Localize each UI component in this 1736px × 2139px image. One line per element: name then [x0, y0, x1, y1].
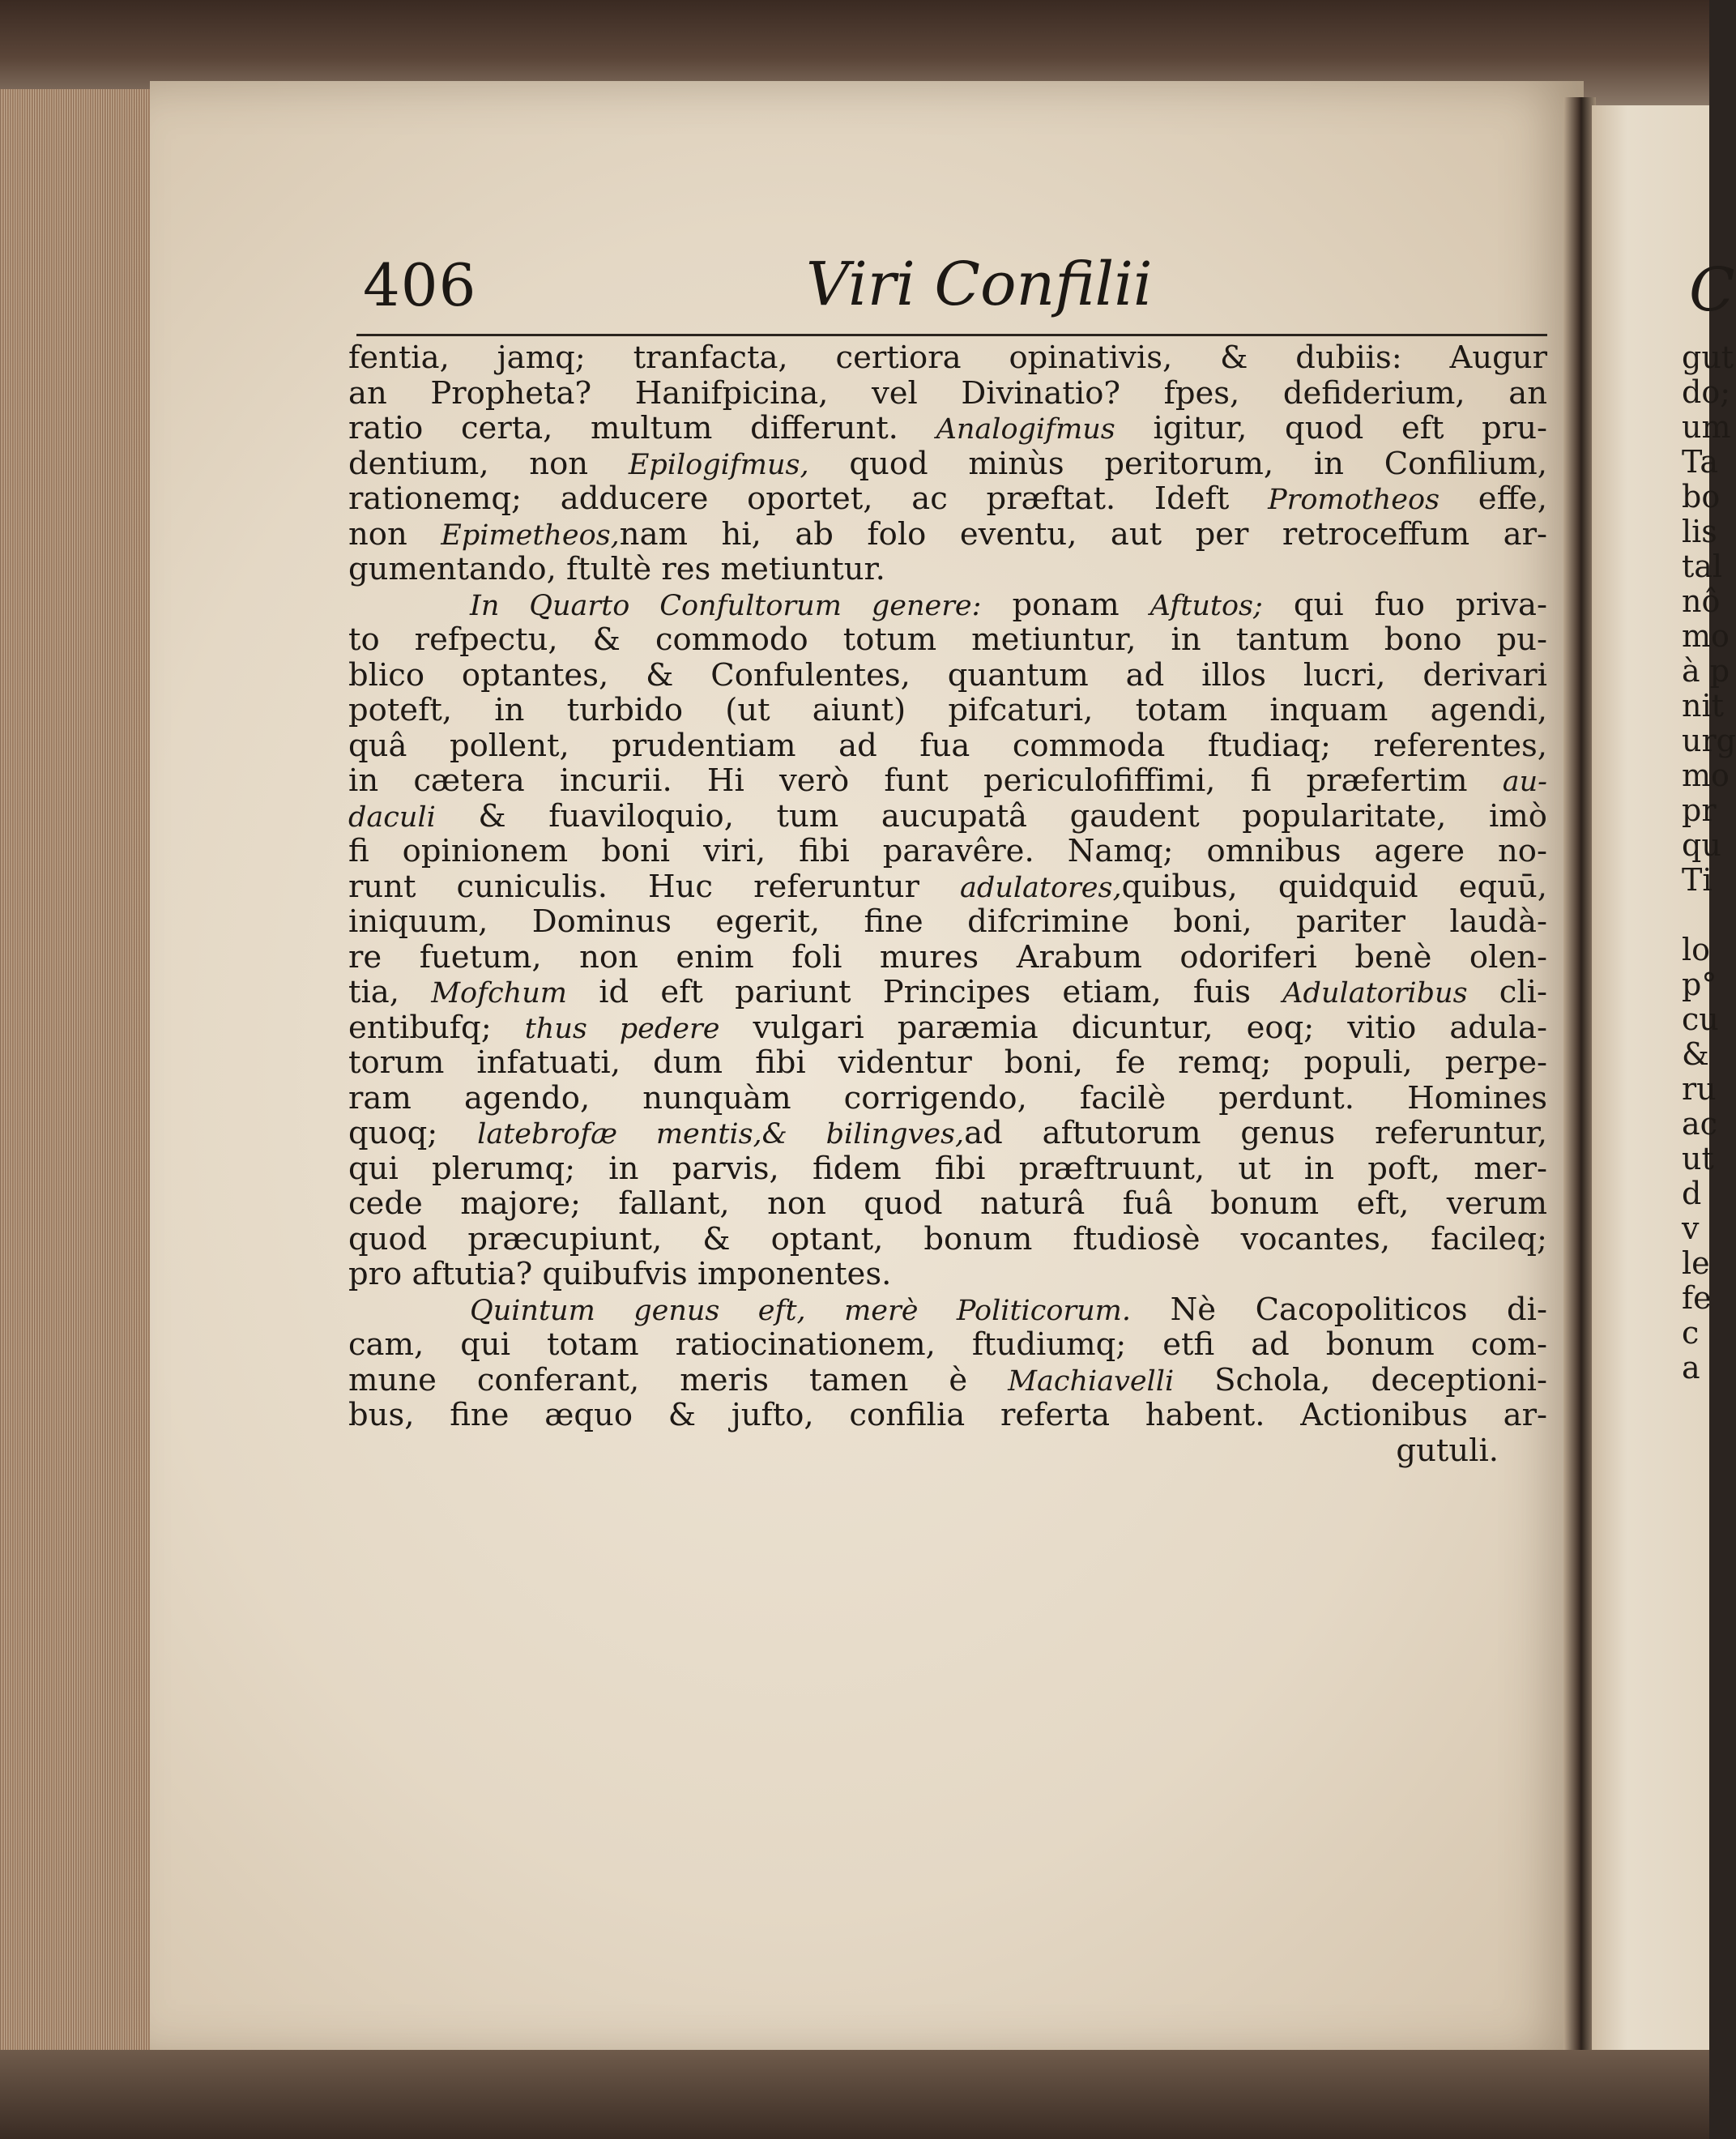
right-page-line-fragment: mo [1682, 618, 1730, 654]
text-line: non Epimetheos,nam hi, ab folo eventu, aut per retroceffum ar- [348, 515, 1547, 553]
page-number: 406 [363, 251, 477, 319]
right-page-line-fragment: urg [1682, 723, 1736, 758]
right-page-line-fragment: à p [1682, 653, 1730, 689]
right-page-line-fragment: nô [1682, 583, 1721, 619]
right-page-line-fragment: ru [1682, 1071, 1717, 1107]
right-page-line-fragment: do; [1682, 374, 1731, 410]
text-line: entibufq; thus pedere vulgari paræmia dicuntur, eoq; vitio adula- [348, 1009, 1547, 1046]
header-rule [356, 334, 1547, 336]
text-line: In Quarto Confultorum genere: ponam Aftutos; qui fuo priva- [470, 586, 1547, 623]
text-line: runt cuniculis. Huc referuntur adulatores,quibus, quidquid equū, [348, 868, 1547, 905]
text-line: dentium, non Epilogifmus, quod minùs peritorum, in Confilium, [348, 445, 1547, 482]
right-page-line-fragment: ac [1682, 1106, 1717, 1142]
right-page-line-fragment: le [1682, 1245, 1710, 1281]
text-line: fentia, jamq; tranfacta, certiora opinativis, & dubiis: Augur [348, 339, 1547, 376]
right-page-line-fragment: v [1682, 1210, 1700, 1246]
bottom-shadow [0, 2050, 1709, 2139]
text-line: qui plerumq; in parvis, fidem fibi præftruunt, ut in poft, mer- [348, 1150, 1547, 1187]
right-page-line-fragment: lo [1682, 932, 1711, 967]
right-page-line-fragment: qu [1682, 827, 1721, 863]
text-line: gumentando, ftultè res metiuntur. [348, 551, 885, 587]
right-page-heading-fragment: C [1689, 255, 1735, 325]
right-page-line-fragment [1682, 898, 1736, 933]
right-page-line-fragment: bo [1682, 479, 1721, 514]
body-text [348, 340, 1547, 1468]
text-line: pro aftutia? quibufvis imponentes. [348, 1256, 892, 1292]
running-head: Viri Confilii [806, 250, 1153, 319]
right-page-line-fragment: um [1682, 409, 1731, 445]
catchword: gutuli. [1396, 1432, 1499, 1469]
text-line: mune conferant, meris tamen è Machiavelli Schola, deceptioni- [348, 1361, 1547, 1398]
right-page-line-fragment: nit [1682, 688, 1724, 724]
text-line: rationemq; adducere oportet, ac præftat. Ideft Promotheos effe, [348, 480, 1547, 517]
right-page-line-fragment: gut [1682, 339, 1734, 375]
right-page-line-fragment: lis [1682, 514, 1717, 549]
right-page-line-fragment: d [1682, 1176, 1702, 1211]
right-page-line-fragment: & [1682, 1036, 1709, 1072]
right-page-line-fragments [1682, 340, 1736, 1385]
text-line: to refpectu, & commodo totum metiuntur, in tantum bono pu- [348, 621, 1547, 658]
right-page-line-fragment: ut [1682, 1141, 1714, 1176]
right-page-line-fragment: cu [1682, 1001, 1719, 1037]
right-page-line-fragment: Ti [1682, 862, 1713, 898]
text-line: torum infatuati, dum fibi videntur boni, fe remq; populi, perpe- [348, 1044, 1547, 1081]
text-line: poteft, in turbido (ut aiunt) pifcaturi, totam inquam agendi, [348, 692, 1547, 728]
text-line: cam, qui totam ratiocinationem, ftudiumq; etfi ad bonum com- [348, 1326, 1547, 1363]
text-line: blico optantes, & Confulentes, quantum ad illos lucri, derivari [348, 656, 1547, 694]
text-line: Quintum genus eft, merè Politicorum. Nè Cacopoliticos di- [470, 1291, 1547, 1328]
text-line: ratio certa, multum differunt. Analogifmus igitur, quod eft pru- [348, 410, 1548, 446]
right-page-line-fragment: mo [1682, 758, 1730, 793]
text-line: an Propheta? Hanifpicina, vel Divinatio? fpes, defiderium, an [348, 374, 1547, 412]
book-gutter [1563, 97, 1596, 2058]
right-page-line-fragment: a [1682, 1350, 1700, 1385]
text-line: ram agendo, nunquàm corrigendo, facilè perdunt. Homines [348, 1079, 1547, 1116]
text-line: fi opinionem boni viri, fibi paravêre. Namq; omnibus agere no- [348, 833, 1547, 869]
text-line: iniquum, Dominus egerit, fine difcrimine boni, pariter laudà- [348, 903, 1547, 940]
text-line: cede majore; fallant, non quod naturâ fuâ bonum eft, verum [348, 1185, 1547, 1222]
text-line: bus, fine æquo & jufto, confilia referta habent. Actionibus ar- [348, 1397, 1547, 1433]
text-line: quâ pollent, prudentiam ad fua commoda ftudiaq; referentes, [348, 727, 1547, 764]
right-page-line-fragment: c [1682, 1315, 1700, 1351]
text-line: tia, Mofchum id eft pariunt Principes etiam, fuis Adulatoribus cli- [348, 974, 1547, 1010]
right-page-line-fragment: pr [1682, 792, 1717, 828]
text-line: re fuetum, non enim foli mures Arabum odoriferi benè olen- [348, 938, 1547, 976]
text-line: quod præcupiunt, & optant, bonum ftudiosè vocantes, facileq; [348, 1220, 1547, 1257]
right-page-line-fragment: Ta [1682, 444, 1719, 480]
text-line: in cætera incurii. Hi verò funt periculofiffimi, fi præfertim au- [348, 762, 1547, 799]
right-page-line-fragment: p° [1682, 967, 1717, 1002]
page-edges [0, 89, 151, 2050]
right-page-line-fragment: tal [1682, 549, 1723, 584]
right-page-line-fragment: fe [1682, 1280, 1712, 1316]
text-line: quoq; latebrofæ mentis,& bilingves,ad aftutorum genus referuntur, [348, 1115, 1547, 1151]
text-line: daculi & fuaviloquio, tum aucupatâ gaudent popularitate, imò [348, 797, 1547, 835]
